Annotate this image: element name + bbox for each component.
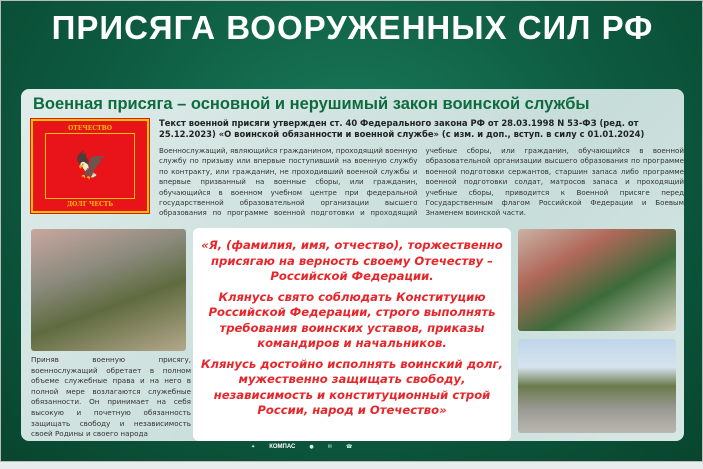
photo-caption: Приняв военную присягу, военнослужащий обретает в полном объеме служебные права и на него в полной мере возлагаются служебные обязанности. Он принимает на себя высокую и почетную обязанность защищать свободу и независимость своей Родины и своего народа	[31, 355, 191, 439]
law-reference: Текст военной присяги утвержден ст. 40 Федерального закона РФ от 28.03.1998 N 53-ФЗ (ред. от 25.12.2023) «О воинской обязанности и военной службе» (с изм. и доп., вступ. в силу с 01.01.2024)	[159, 118, 645, 139]
footer	[251, 444, 352, 450]
poster-title: ПРИСЯГА ВООРУЖЕННЫХ СИЛ РФ	[51, 9, 654, 46]
oath-paragraph: Клянусь достойно исполнять воинский долг, мужественно защищать свободу, независимость и конституционный строй России, народ и Отечество»	[201, 356, 503, 417]
photo-parade	[518, 339, 676, 433]
banner-bottom-text: ДОЛГ ЧЕСТЬ	[66, 201, 114, 208]
photo-soldier-reading	[518, 229, 676, 331]
battle-banner-image	[31, 119, 149, 213]
mail-icon: ✉	[327, 444, 332, 450]
photo-soldier-oath	[31, 229, 186, 351]
oath-paragraph: «Я, (фамилия, имя, отчество), торжественно присягаю на верность своему Отечеству – Российской Федерации.	[201, 238, 503, 283]
oath-text-box	[193, 228, 511, 441]
banner-top-text: ОТЕЧЕСТВО	[68, 125, 112, 132]
web-icon: ●	[309, 444, 314, 450]
compass-logo-icon: ✦	[251, 444, 256, 450]
subtitle: Военная присяга – основной и нерушимый закон воинской службы	[33, 95, 590, 113]
phone-icon: ☎	[345, 444, 353, 450]
eagle-emblem-icon: 🦅	[74, 151, 108, 181]
footer-logo: КОМПАС	[269, 444, 296, 450]
body-text: Военнослужащий, являющийся гражданином, проходящий военную службу по призыву или впервые поступивший на военную службу по контракту, или гражданин, не проходивший военной службы и впервые призванный на военные сборы, или гражданин, обучающийся в военном учебном центре при федеральной государственной образовательной организации высшего образования по программе военной подготовки и проходящий учебные сборы, или гражданин, обучающийся в военной образовательной организации высшего образования по программе военной подготовки сержантов, старшин запаса либо программе военной подготовки солдат, матросов запаса и проходящий учебные сборы, приводится к Военной присяге перед Государственным флагом Российской Федерации и Боевым Знаменем воинской части.	[159, 146, 684, 218]
oath-paragraph: Клянусь свято соблюдать Конституцию Российской Федерации, строго выполнять требования воинских уставов, приказы командиров и начальников.	[208, 289, 496, 350]
content-panel	[21, 89, 684, 441]
